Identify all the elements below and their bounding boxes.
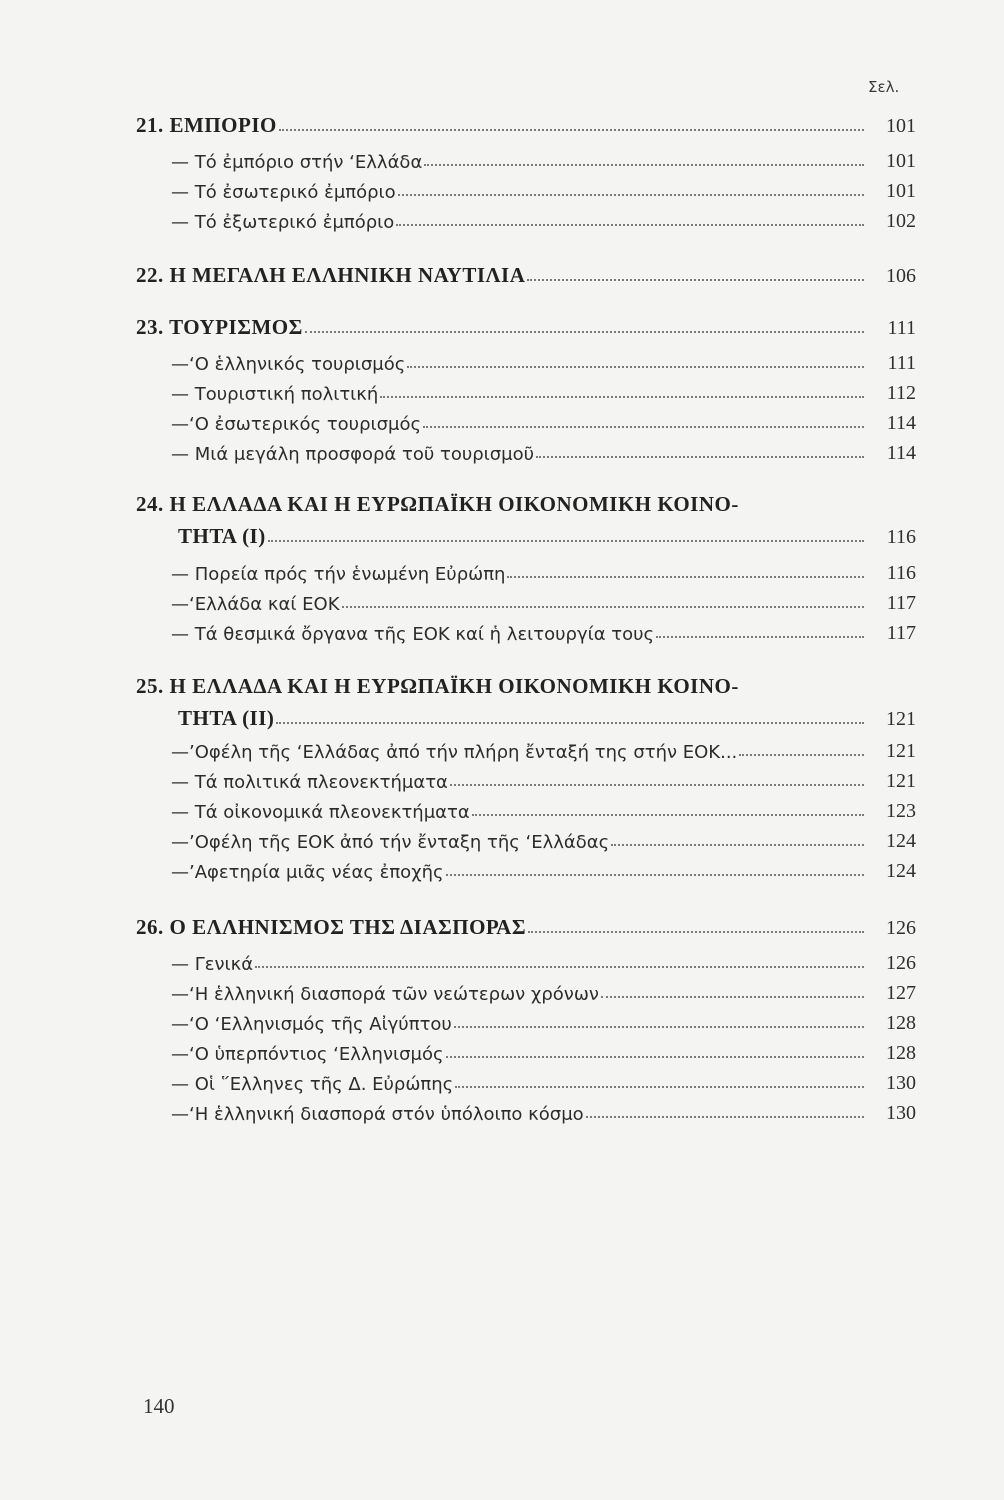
chapter-title: Η ΜΕΓΑΛΗ ΕΛΛΗΝΙΚΗ ΝΑΥΤΙΛΙΑ [169, 263, 526, 287]
page-ref: 106 [886, 265, 916, 287]
page-ref: 101 [886, 115, 916, 137]
chapter-title: Ο ΕΛΛΗΝΙΣΜΟΣ ΤΗΣ ΔΙΑΣΠΟΡΑΣ [169, 915, 527, 939]
leader-dots [507, 576, 864, 578]
leader-dots [268, 540, 864, 542]
leader-dots [472, 814, 864, 816]
page-number: 140 [143, 1394, 175, 1418]
page-column-label: Σελ. [868, 78, 900, 96]
page-ref: 128 [886, 1012, 916, 1034]
entry-label: — Τό ἐσωτερικό ἐμπόριο [171, 182, 396, 203]
entry-label: — Τουριστική πολιτική [171, 384, 379, 405]
toc-entry[interactable] [136, 405, 916, 435]
entry-label: — Τά οἰκονομικά πλεονεκτήματα [171, 802, 470, 823]
toc-entry[interactable] [136, 173, 916, 203]
leader-dots [424, 164, 864, 166]
toc-entry[interactable] [136, 975, 916, 1005]
leader-dots [396, 224, 864, 226]
leader-dots [527, 279, 864, 281]
page-ref: 123 [886, 800, 916, 822]
page-ref: 112 [886, 382, 916, 404]
leader-dots [446, 874, 864, 876]
chapter-number: 21. [136, 113, 164, 137]
page-ref: 116 [886, 562, 916, 584]
toc-entry[interactable] [136, 435, 916, 465]
page-ref: 117 [886, 592, 916, 614]
leader-dots [380, 396, 864, 398]
page-ref: 124 [886, 860, 916, 882]
entry-label: —‘Ο ἐσωτερικός τουρισμός [171, 414, 422, 435]
leader-dots [586, 1116, 864, 1118]
page-ref: 111 [887, 352, 916, 374]
leader-dots [255, 966, 864, 968]
leader-dots [398, 194, 864, 196]
leader-dots [305, 331, 864, 333]
page-ref: 111 [887, 317, 916, 339]
page-ref: 121 [886, 740, 916, 762]
entry-label: — Τά θεσμικά ὄργανα τῆς ΕΟΚ καί ἡ λειτουργία τους [171, 624, 655, 645]
entry-label: — Τό ἐξωτερικό ἐμπόριο [171, 212, 395, 233]
toc-entry[interactable] [136, 1005, 916, 1035]
entry-label: —’Αφετηρία μιᾶς νέας ἐποχῆς [171, 862, 444, 883]
leader-dots [423, 426, 864, 428]
page-ref: 114 [886, 442, 916, 464]
entry-label: — Γενικά [171, 954, 254, 975]
entry-label: —‘Ο ‘Ελληνισμός τῆς Αἰγύπτου [171, 1014, 452, 1035]
entry-label: — Τά πολιτικά πλεονεκτήματα [171, 772, 448, 793]
toc-entry[interactable] [136, 143, 916, 173]
toc-entry[interactable] [136, 555, 916, 585]
toc-chapter-21[interactable] [136, 108, 916, 138]
leader-dots [528, 931, 864, 933]
page-ref: 101 [886, 150, 916, 172]
chapter-title: Η ΕΛΛΑΔΑ ΚΑΙ Η ΕΥΡΩΠΑΪΚΗ ΟΙΚΟΝΟΜΙΚΗ ΚΟΙΝΟ- [169, 674, 739, 698]
toc-entry[interactable] [136, 345, 916, 375]
toc-chapter-25-line1[interactable] [136, 674, 916, 704]
leader-dots [407, 366, 864, 368]
leader-dots [739, 754, 864, 756]
toc-chapter-26[interactable] [136, 910, 916, 940]
page-ref: 114 [886, 412, 916, 434]
toc-chapter-24-line2[interactable] [136, 519, 916, 549]
toc-entry[interactable] [136, 615, 916, 645]
page-ref: 130 [886, 1102, 916, 1124]
chapter-title: Η ΕΛΛΑΔΑ ΚΑΙ Η ΕΥΡΩΠΑΪΚΗ ΟΙΚΟΝΟΜΙΚΗ ΚΟΙΝΟ- [169, 492, 739, 516]
page-ref: 127 [886, 982, 916, 1004]
page-ref: 126 [886, 917, 916, 939]
page-ref: 128 [886, 1042, 916, 1064]
toc-entry[interactable] [136, 793, 916, 823]
toc-entry[interactable] [136, 763, 916, 793]
leader-dots [656, 636, 864, 638]
page-ref: 124 [886, 830, 916, 852]
chapter-number: 26. [136, 915, 164, 939]
toc-entry[interactable] [136, 203, 916, 233]
toc-chapter-24-line1[interactable] [136, 492, 916, 522]
toc-chapter-23[interactable] [136, 310, 916, 340]
toc-entry[interactable] [136, 1035, 916, 1065]
entry-label: — Πορεία πρός τήν ἑνωμένη Εὐρώπη [171, 564, 506, 585]
page-ref: 117 [886, 622, 916, 644]
entry-label: —’Οφέλη τῆς ΕΟΚ ἀπό τήν ἔνταξη τῆς ‘Ελλάδας [171, 832, 610, 853]
toc-chapter-25-line2[interactable] [136, 701, 916, 731]
chapter-title-continued: ΤΗΤΑ (Ι) [178, 524, 266, 548]
chapter-number: 22. [136, 263, 164, 287]
toc-entry[interactable] [136, 1095, 916, 1125]
entry-label: —‘Ο ὑπερπόντιος ‘Ελληνισμός [171, 1044, 444, 1065]
toc-entry[interactable] [136, 853, 916, 883]
page-ref: 116 [886, 526, 916, 548]
entry-label: — Μιά μεγάλη προσφορά τοῦ τουρισμοῦ [171, 444, 535, 465]
leader-dots [279, 129, 864, 131]
toc-entry[interactable] [136, 945, 916, 975]
leader-dots [536, 456, 864, 458]
toc-entry[interactable] [136, 585, 916, 615]
page-ref: 121 [886, 708, 916, 730]
leader-dots [455, 1086, 864, 1088]
chapter-title-continued: ΤΗΤΑ (ΙΙ) [178, 706, 275, 730]
toc-entry[interactable] [136, 823, 916, 853]
entry-label: —‘Ελλάδα καί ΕΟΚ [171, 594, 340, 615]
entry-label: — Τό ἐμπόριο στήν ‘Ελλάδα [171, 152, 423, 173]
page-ref: 126 [886, 952, 916, 974]
entry-label: —‘Η ἑλληνική διασπορά τῶν νεώτερων χρόνων [171, 984, 599, 1005]
chapter-title: ΤΟΥΡΙΣΜΟΣ [169, 315, 303, 339]
chapter-number: 25. [136, 674, 164, 698]
leader-dots [601, 996, 864, 998]
page-ref: 102 [886, 210, 916, 232]
leader-dots [446, 1056, 864, 1058]
toc-chapter-22[interactable] [136, 258, 916, 288]
entry-label: —’Οφέλη τῆς ‘Ελλάδας ἀπό τήν πλήρη ἔνταξή της στήν ΕΟΚ... [171, 742, 738, 763]
toc-entry[interactable] [136, 733, 916, 763]
entry-label: — Οἱ ῞Ελληνες τῆς Δ. Εὐρώπης [171, 1074, 454, 1095]
chapter-title: ΕΜΠΟΡΙΟ [169, 113, 277, 137]
leader-dots [450, 784, 864, 786]
leader-dots [342, 606, 865, 608]
page-ref: 121 [886, 770, 916, 792]
leader-dots [611, 844, 864, 846]
chapter-number: 24. [136, 492, 164, 516]
entry-label: —‘Ο ἑλληνικός τουρισμός [171, 354, 406, 375]
chapter-number: 23. [136, 315, 164, 339]
leader-dots [276, 722, 864, 724]
entry-label: —‘Η ἑλληνική διασπορά στόν ὑπόλοιπο κόσμο [171, 1104, 584, 1125]
toc-entry[interactable] [136, 1065, 916, 1095]
toc-entry[interactable] [136, 375, 916, 405]
page-ref: 130 [886, 1072, 916, 1094]
page-ref: 101 [886, 180, 916, 202]
leader-dots [454, 1026, 864, 1028]
